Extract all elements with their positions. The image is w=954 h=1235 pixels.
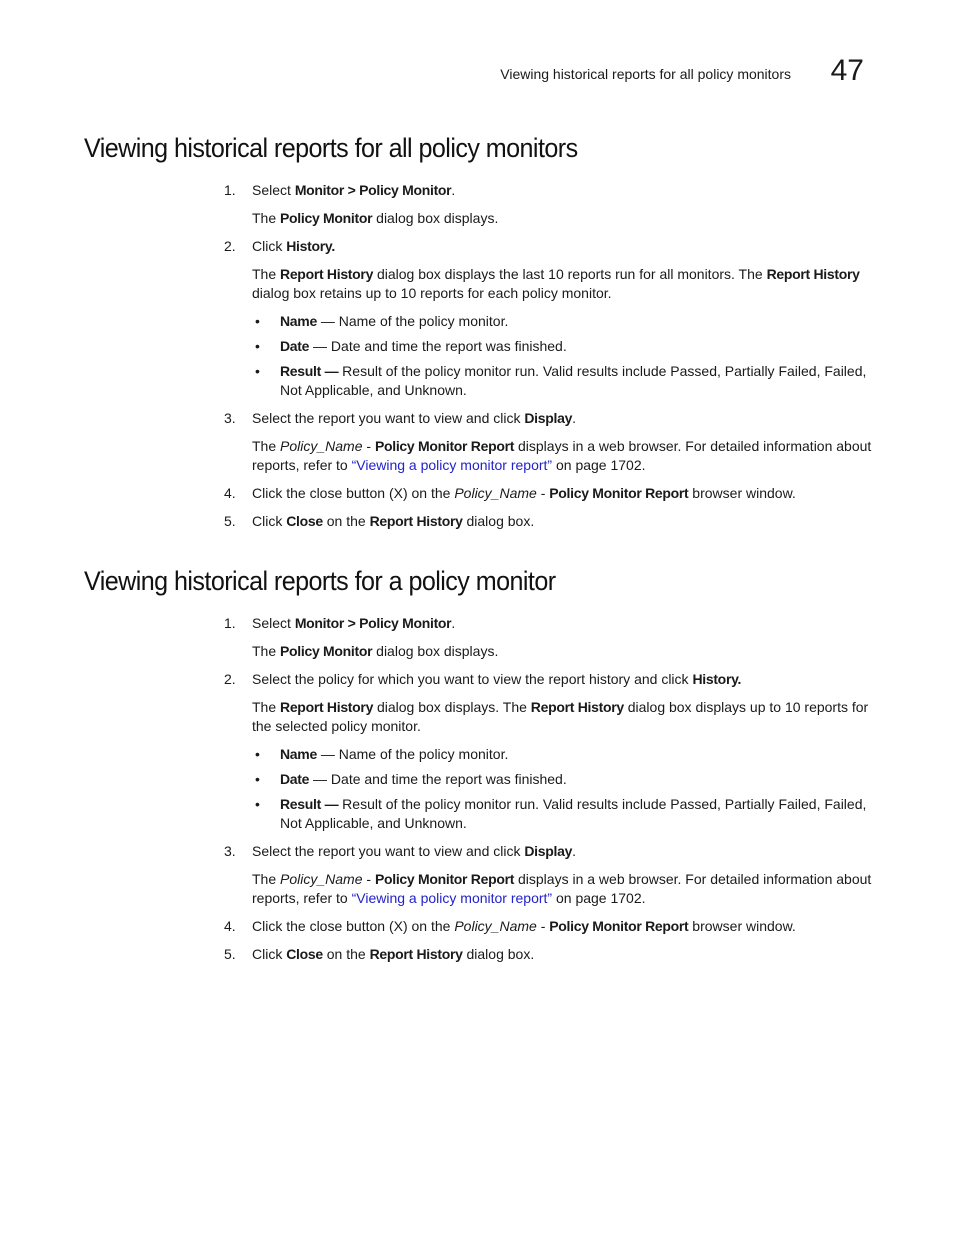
bullet-icon: • [255, 363, 260, 379]
step-result: The Report History dialog box displays. The Report History dialog box displays up to 10 reports for the selected policy monitor. [252, 699, 869, 734]
bullet-icon: • [255, 796, 260, 812]
step-4: 4. Click the close button (X) on the Policy_Name - Policy Monitor Report browser window. [224, 918, 796, 934]
list-item: • Result — Result of the policy monitor run. Valid results include Passed, Partially Failed, Failed, Not Applicable, and Unknown. [255, 363, 867, 398]
procedure-steps [224, 181, 874, 531]
bullet-icon: • [255, 338, 260, 354]
running-header-title: Viewing historical reports for all policy monitors [500, 66, 791, 82]
procedure-steps [224, 614, 874, 964]
ui-menu-path: Monitor > Policy Monitor [294, 182, 452, 198]
step-3: 3. Select the report you want to view and click Display. [224, 410, 576, 426]
field-list [224, 312, 874, 400]
list-item: • Result — Result of the policy monitor run. Valid results include Passed, Partially Failed, Failed, Not Applicable, and Unknown. [255, 796, 867, 831]
step-2: 2. Select the policy for which you want to view the report history and click History. [224, 671, 742, 687]
list-item: • Name — Name of the policy monitor. [255, 313, 509, 329]
step-3: 3. Select the report you want to view and click Display. [224, 843, 576, 859]
step-1: 1. Select Monitor > Policy Monitor. [224, 182, 456, 198]
cross-reference-link[interactable]: “Viewing a policy monitor report” [351, 457, 553, 473]
step-1: 1. Select Monitor > Policy Monitor. [224, 615, 456, 631]
bullet-icon: • [255, 771, 260, 787]
step-result: The Policy_Name - Policy Monitor Report displays in a web browser. For detailed information about reports, refer to “Viewing a policy monitor report” on page 1702. [252, 438, 872, 473]
list-item: • Date — Date and time the report was finished. [255, 338, 567, 354]
step-5: 5. Click Close on the Report History dialog box. [224, 513, 535, 529]
field-list [224, 745, 874, 833]
list-item: • Date — Date and time the report was finished. [255, 771, 567, 787]
step-result: The Policy Monitor dialog box displays. [252, 210, 499, 226]
cross-reference-link[interactable]: “Viewing a policy monitor report” [351, 890, 553, 906]
chapter-number: 47 [830, 54, 864, 87]
step-2: 2. Click History. [224, 238, 335, 254]
step-result: The Policy_Name - Policy Monitor Report displays in a web browser. For detailed information about reports, refer to “Viewing a policy monitor report” on page 1702. [252, 871, 872, 906]
step-result: The Report History dialog box displays the last 10 reports run for all monitors. The Report History dialog box retains up to 10 reports for each policy monitor. [252, 266, 860, 301]
section-title: Viewing historical reports for a policy monitor [84, 566, 556, 596]
bullet-icon: • [255, 313, 260, 329]
step-result: The Policy Monitor dialog box displays. [252, 643, 499, 659]
list-item: • Name — Name of the policy monitor. [255, 746, 509, 762]
section-title: Viewing historical reports for all policy monitors [84, 133, 578, 163]
step-5: 5. Click Close on the Report History dialog box. [224, 946, 535, 962]
bullet-icon: • [255, 746, 260, 762]
step-4: 4. Click the close button (X) on the Policy_Name - Policy Monitor Report browser window. [224, 485, 796, 501]
running-header [400, 54, 866, 94]
